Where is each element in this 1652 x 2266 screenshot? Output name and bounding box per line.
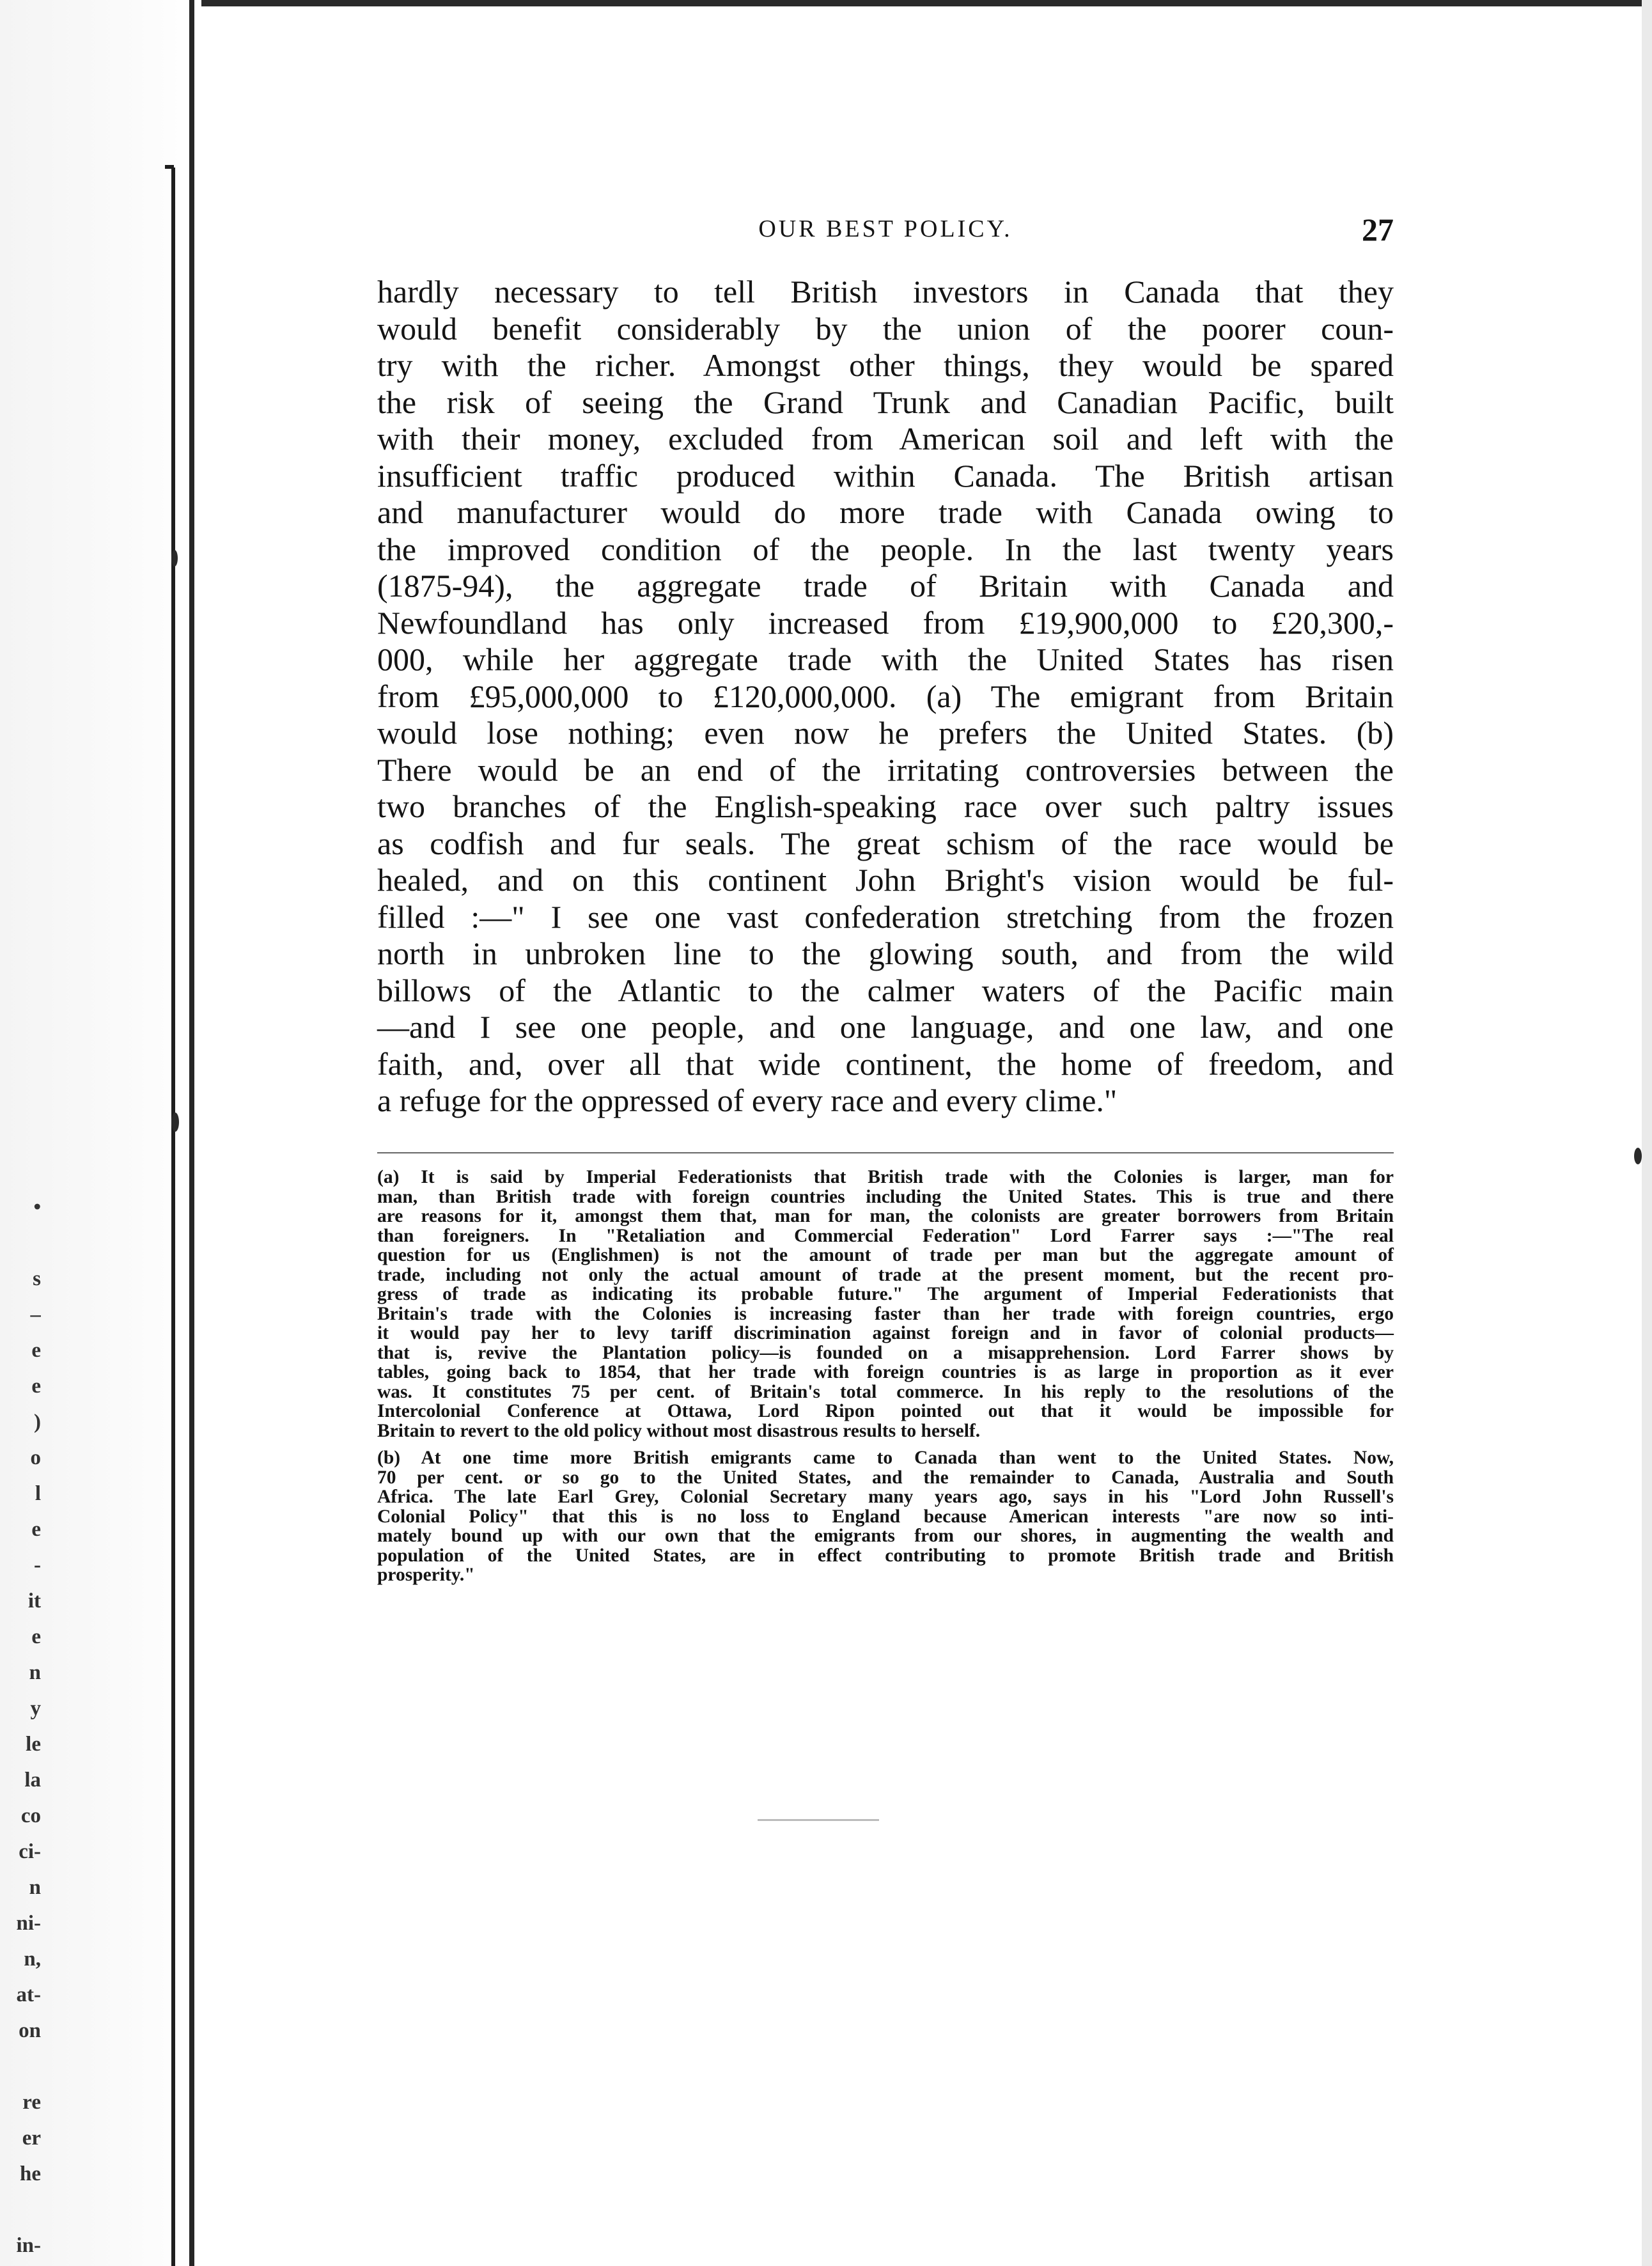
body-line: filled :—" I see one vast confederation stretching from the frozen	[377, 898, 1394, 935]
body-line: two branches of the English-speaking race over such paltry issues	[377, 788, 1394, 824]
bleed-fragment: e	[31, 1518, 41, 1541]
footnote-line: than foreigners. In "Retaliation and Commercial Federation" Lord Farrer says :—"The real	[377, 1225, 1394, 1246]
running-title: OUR BEST POLICY.	[758, 215, 1013, 242]
bleed-fragment: ci-	[19, 1840, 41, 1863]
footnote-line: Britain to revert to the old policy without most disastrous results to herself.	[377, 1420, 981, 1441]
bleed-fragment: n	[29, 1661, 41, 1684]
binding-shadow-line	[171, 168, 175, 2266]
bleed-fragment: co	[20, 1804, 41, 1827]
bleed-fragment: er	[22, 2127, 41, 2150]
body-line: insufficient traffic produced within Canada. The British artisan	[377, 457, 1394, 494]
footnote-line: Britain's trade with the Colonies is increasing faster than her trade with foreign countries, ergo	[377, 1303, 1394, 1324]
bleed-fragment: -	[34, 1554, 41, 1577]
footnote-line: trade, including not only the actual amount of trade at the present moment, but the recent pro-	[377, 1264, 1394, 1285]
body-line: as codfish and fur seals. The great schism of the race would be	[377, 825, 1394, 861]
bleed-fragment: n	[29, 1876, 41, 1899]
bleed-fragment: –	[30, 1303, 41, 1326]
footnote-line: are reasons for it, amongst them that, man for man, the colonists are greater borrowers from Britain	[377, 1206, 1394, 1226]
bleed-fragment	[0, 2192, 41, 2228]
bleed-fragment: •	[33, 1196, 41, 1219]
bleed-fragment: y	[30, 1697, 41, 1720]
body-line: healed, and on this continent John Bright's vision would be ful-	[377, 862, 1394, 898]
footnotes	[377, 1168, 1394, 1585]
bleed-fragment: s	[33, 1267, 41, 1290]
body-line: from £95,000,000 to £120,000,000. (a) The emigrant from Britain	[377, 678, 1394, 714]
bleed-fragment: la	[24, 1769, 41, 1792]
footnote-line: Intercolonial Conference at Ottawa, Lord Ripon pointed out that it would be impossible for	[377, 1401, 1394, 1421]
scan-speck	[171, 1113, 179, 1132]
scan-top-edge	[0, 0, 1652, 6]
bleed-fragment: ni-	[16, 1912, 41, 1935]
body-line: (1875-94), the aggregate trade of Britain with Canada and	[377, 568, 1394, 604]
bleed-fragment: at-	[16, 1983, 41, 2006]
bleed-fragment: )	[34, 1410, 41, 1434]
body-line: —and I see one people, and one language, and one law, and one	[377, 1009, 1394, 1045]
body-line: and manufacturer would do more trade with Canada owing to	[377, 494, 1394, 530]
footnote-line: gress of trade as indicating its probable future." The argument of Imperial Federationists that	[377, 1284, 1394, 1304]
body-line: would benefit considerably by the union of the poorer coun-	[377, 310, 1394, 347]
footnote-line: (b) At one time more British emigrants came to Canada than went to the United States. Now,	[377, 1448, 1394, 1468]
bleed-fragment: e	[31, 1339, 41, 1362]
footnote-line: prosperity."	[377, 1565, 475, 1585]
footnote-line: Africa. The late Earl Grey, Colonial Secretary many years ago, says in his "Lord John Russell's	[377, 1487, 1394, 1507]
body-line: would lose nothing; even now he prefers the United States. (b)	[377, 715, 1394, 751]
scan-speck	[171, 550, 178, 566]
body-line: faith, and, over all that wide continent, the home of freedom, and	[377, 1045, 1394, 1082]
body-line: Newfoundland has only increased from £19,900,000 to £20,300,-	[377, 604, 1394, 641]
adjacent-page-text-fragments	[0, 1189, 41, 2263]
page-header	[377, 211, 1394, 249]
right-page-edge	[1642, 0, 1652, 2266]
body-line: 000, while her aggregate trade with the United States has risen	[377, 641, 1394, 677]
footnote-line: man, than British trade with foreign countries including the United States. This is true and there	[377, 1186, 1394, 1207]
footnote-separator	[377, 1152, 1394, 1153]
bleed-fragment: n,	[24, 1948, 41, 1971]
body-paragraph	[377, 274, 1394, 1120]
footnote-b	[377, 1448, 1394, 1585]
bleed-fragment	[0, 2049, 41, 2084]
footnote-line: tables, going back to 1854, that her trade with foreign countries is as large in proportion as it ever	[377, 1362, 1394, 1382]
footnote-a	[377, 1168, 1394, 1441]
body-line: north in unbroken line to the glowing south, and from the wild	[377, 935, 1394, 971]
bleed-fragment	[0, 1225, 41, 1261]
bleed-fragment: in-	[16, 2234, 41, 2257]
footnote-line: (a) It is said by Imperial Federationists that British trade with the Colonies is larger, man for	[377, 1167, 1394, 1187]
footnote-line: that is, revive the Plantation policy—is founded on a misapprehension. Lord Farrer shows by	[377, 1342, 1394, 1363]
footnote-line: population of the United States, are in effect contributing to promote British trade and British	[377, 1545, 1394, 1566]
binding-mark	[165, 165, 174, 169]
footnote-line: it would pay her to levy tariff discrimination against foreign and in favor of colonial products—	[377, 1323, 1394, 1343]
bleed-fragment: e	[31, 1625, 41, 1648]
body-line: billows of the Atlantic to the calmer waters of the Pacific main	[377, 972, 1394, 1008]
body-line: There would be an end of the irritating controversies between the	[377, 751, 1394, 788]
footnote-line: 70 per cent. or so go to the United States, and the remainder to Canada, Australia and South	[377, 1467, 1394, 1488]
bleed-fragment: o	[30, 1446, 41, 1469]
scan-speck	[1634, 1148, 1642, 1164]
body-line: a refuge for the oppressed of every race and every clime."	[377, 1082, 1118, 1118]
bleed-fragment: le	[26, 1733, 41, 1756]
body-line: the risk of seeing the Grand Trunk and Canadian Pacific, built	[377, 384, 1394, 420]
footnote-line: mately bound up with our own that the emigrants from our shores, in augmenting the wealth and	[377, 1526, 1394, 1546]
bleed-fragment: re	[22, 2091, 41, 2114]
body-line: with their money, excluded from American soil and left with the	[377, 421, 1394, 457]
bleed-fragment: he	[20, 2162, 41, 2185]
body-line: the improved condition of the people. In the last twenty years	[377, 531, 1394, 567]
bleed-fragment: e	[31, 1375, 41, 1398]
bleed-fragment: it	[27, 1590, 41, 1613]
footnote-line: was. It constitutes 75 per cent. of Britain's total commerce. In his reply to the resolutions of the	[377, 1381, 1394, 1402]
bleed-fragment: l	[35, 1482, 41, 1505]
body-line: try with the richer. Amongst other things, they would be spared	[377, 347, 1394, 383]
body-line: hardly necessary to tell British investors in Canada that they	[377, 274, 1394, 309]
end-of-page-rule	[758, 1819, 879, 1821]
bleed-fragment: on	[19, 2019, 41, 2042]
page-gutter-line	[189, 0, 194, 2266]
footnote-line: question for us (Englishmen) is not the amount of trade per man but the aggregate amount of	[377, 1245, 1394, 1265]
footnote-line: Colonial Policy" that this is no loss to England because American interests "are now so inti-	[377, 1506, 1394, 1527]
page-number: 27	[1362, 212, 1394, 247]
